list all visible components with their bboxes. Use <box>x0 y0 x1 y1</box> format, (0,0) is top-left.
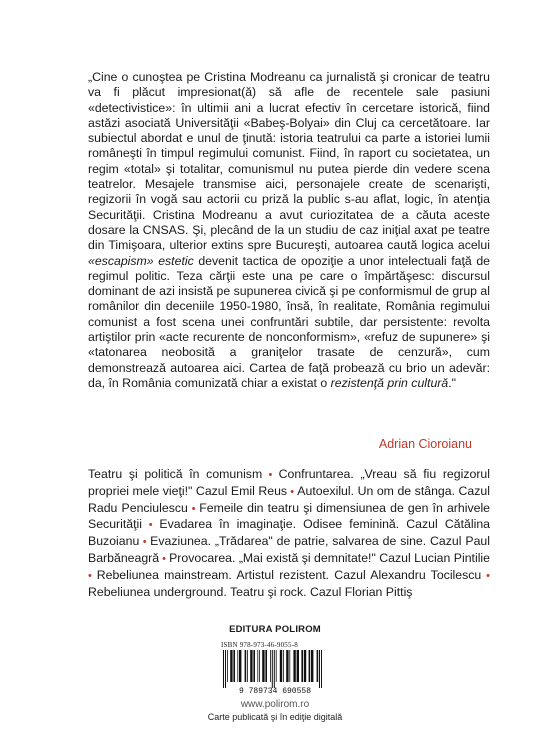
contents-bullet: • <box>287 485 298 498</box>
barcode-bar <box>321 650 322 688</box>
barcode-bar <box>262 650 264 682</box>
blurb-text-3: ." <box>448 375 457 390</box>
barcode-bar <box>280 650 282 682</box>
barcode-bar <box>304 650 306 682</box>
contents-bullet: • <box>139 536 151 549</box>
blurb-emphasis-1: «escapism» estetic <box>88 253 194 268</box>
barcode-bar <box>286 650 288 682</box>
barcode-bar <box>247 650 248 682</box>
barcode-bar <box>272 650 273 688</box>
contents-item: Femeile din teatru şi dimensiunea de gen în arhivele Securităţii <box>88 500 491 532</box>
barcode-bar <box>245 650 247 682</box>
contents-item: Evaziunea. „Trădarea" de patrie, salvarea de sine. Cazul Paul Barbăneagră <box>88 534 490 565</box>
digital-edition-tagline: Carte publicată şi în ediţie digitală <box>207 712 343 722</box>
barcode-bar <box>309 650 311 682</box>
barcode-bar <box>265 650 267 682</box>
blurb-text-1: „Cine o cunoştea pe Cristina Modreanu ca jurnalistă şi cronicar de teatru va fi plăcut impresionat(ă) să afle de recentele sale pasiuni «detectivistice»: în ultimii ani a lucrat efectiv în cercetare istorică, fiind astăzi asociată Universităţii «Babeş-Bolyai» din Cluj ca cercetătoare. Iar subiectul abordat e unul de ţinută: istoria teatrului ca parte a istoriei lumii româneşti în timpul regimului comunist. Fiind, în raport cu societatea, un regim «total» şi totalitar, comunismul nu putea pierde din vedere scena teatrelor. Mesajele transmise aici, personajele create de scenarişti, regizorii în vogă sau actorii cu priză la public s-au aflat, logic, în atenţia Securităţii. Cristina Modreanu a avut curiozitatea de a căuta aceste dosare la CNSAS. Şi, plecând de la un studiu de caz iniţial axat pe teatre din Timişoara, ulterior extins spre Bucureşti, autoarea caută logica acelui <box>88 70 490 253</box>
footer <box>0 624 550 722</box>
contents-bullet: • <box>481 569 490 582</box>
back-cover-blurb <box>88 70 490 391</box>
barcode-bar <box>274 650 275 688</box>
contents-bullet: • <box>88 569 97 582</box>
contents-bullet: • <box>187 502 200 515</box>
barcode-bar <box>223 650 224 688</box>
isbn-text: ISBN 978-973-46-9055-8 <box>221 641 298 649</box>
contents-bullet: • <box>262 469 279 481</box>
barcode-bar <box>253 650 255 682</box>
contents-item: Rebeliunea mainstream. Artistul rezistent. Cazul Alexandru Tocilescu <box>96 567 482 582</box>
contents-bullet: • <box>159 552 170 565</box>
barcode-digits: 9 789734 690558 <box>238 687 312 694</box>
barcode-bar <box>311 650 313 682</box>
barcode-bar <box>283 650 284 682</box>
barcode-bar <box>301 650 303 682</box>
contents-item: Confruntarea. „Vreau să fiu regizorul propriei mele vieţi!" Cazul Emil Reus <box>88 467 490 498</box>
contents-item: Teatru şi politică în comunism <box>88 467 263 481</box>
isbn-barcode <box>219 650 331 694</box>
barcode-block <box>219 641 331 694</box>
publisher-name: EDITURA POLIROM <box>229 624 321 635</box>
barcode-bar <box>293 650 295 682</box>
barcode-bar <box>319 650 320 688</box>
contents-item: Provocarea. „Mai există şi demnitate!" Cazul Lucian Pintilie <box>169 550 491 565</box>
quote-author: Adrian Cioroianu <box>378 437 472 451</box>
publisher-url[interactable]: www.polirom.ro <box>240 699 310 710</box>
barcode-bar <box>233 650 235 682</box>
contents-bullet: • <box>142 519 160 532</box>
barcode-bar <box>289 650 290 682</box>
blurb-emphasis-2: rezistenţă prin cultură <box>330 375 449 390</box>
contents-item: Rebeliunea underground. Teatru şi rock. Cazul Florian Pittiş <box>88 584 413 599</box>
contents-list <box>88 467 490 600</box>
barcode-bar <box>297 650 299 682</box>
barcode-bar <box>259 650 260 682</box>
barcode-bar <box>270 650 271 682</box>
blurb-text-2: devenit tactica de opoziţie a unor intelectuali faţă de regimul politic. Teza cărţii este una pe care o împărtăşesc: discursul dominant de azi insistă pe supunerea civică şi pe conformismul de grup al românilor din deceniile 1950-1980, însă, în realitate, România regimului comunist a fost scena unei confruntări subtile, dar persistente: revolta artiştilor prin «acte recurente de nonconformism», «refuz de supunere» şi «tatonarea neobosită a graniţelor trasate de cenzură», cum demonstrează autoarea aici. Cartea de faţă probează cu brio un adevăr: da, în România comunizată chiar a existat o <box>88 253 491 390</box>
barcode-bar <box>250 650 252 682</box>
barcode-bar <box>239 650 241 682</box>
barcode-bar <box>257 650 258 682</box>
barcode-bar <box>237 650 238 682</box>
contents-item: Autoexilul. Un om de stânga. Cazul Radu Penciulescu <box>88 483 490 515</box>
barcode-bar <box>227 650 228 682</box>
barcode-bar <box>230 650 232 682</box>
contents-item: Evadarea în imaginaţie. Odisee feminină. Cazul Cătălina Buzoianu <box>88 517 490 549</box>
barcode-bar <box>317 650 319 682</box>
barcode-bar <box>276 650 277 682</box>
barcode-bar <box>225 650 226 688</box>
